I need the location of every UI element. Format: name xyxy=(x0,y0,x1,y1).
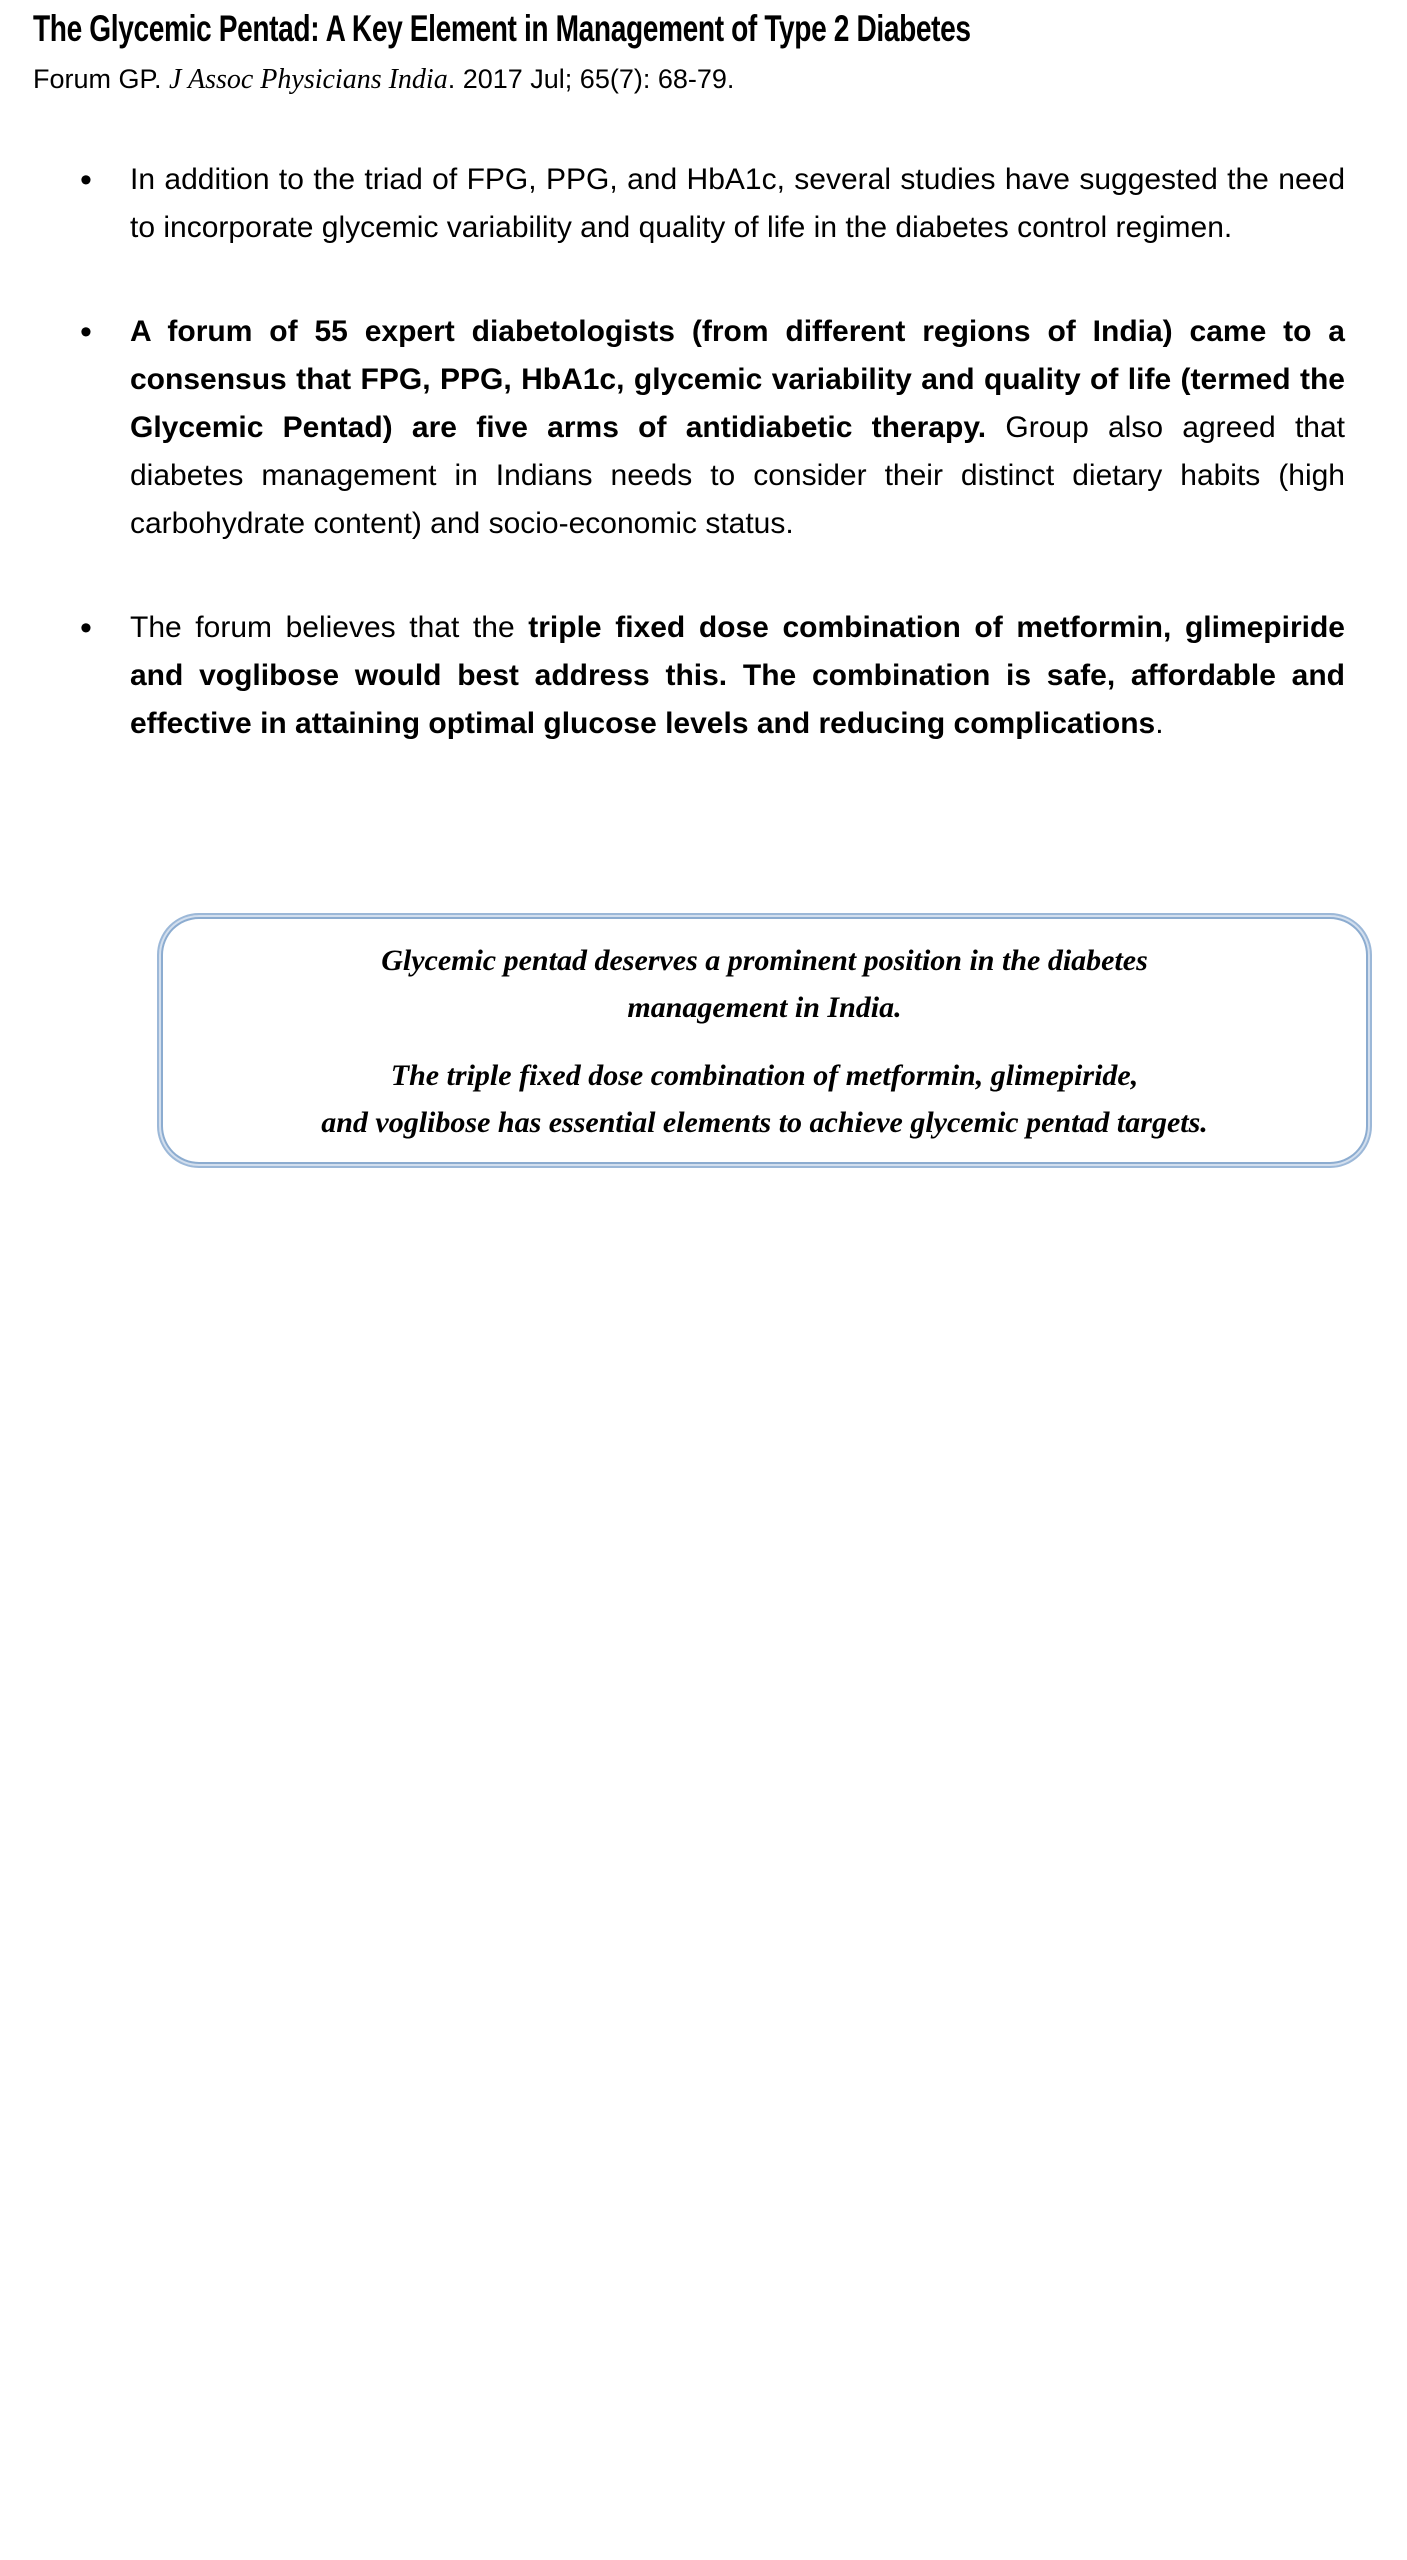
bullet-item xyxy=(80,604,1345,748)
bullet-run: . xyxy=(1155,707,1164,740)
bullet-run: In addition to the triad of FPG, PPG, and HbA1c, several studies have suggested the need to incorporate glycemic variability and quality of life in the diabetes control regimen. xyxy=(130,163,1345,244)
bullet-text xyxy=(130,156,1345,252)
bullet-list xyxy=(80,156,1345,804)
bullet-text xyxy=(130,308,1345,548)
page-title: The Glycemic Pentad: A Key Element in Management of Type 2 Diabetes xyxy=(33,8,971,49)
callout-line: Glycemic pentad deserves a prominent position in the diabetes xyxy=(381,944,1148,977)
callout-line: The triple fixed dose combination of metformin, glimepiride, xyxy=(390,1059,1139,1092)
callout-box xyxy=(157,913,1372,1168)
bullet-text xyxy=(130,604,1345,748)
bullet-item xyxy=(80,308,1345,548)
bullet-marker: • xyxy=(80,161,92,199)
bullet-item xyxy=(80,156,1345,252)
bullet-run: Group also agreed that diabetes management in Indians needs to consider their distinct dietary habits (high carbohydrate content) and socio-economic status. xyxy=(130,411,1345,540)
bullet-run-bold: A forum of 55 expert diabetologists (from different regions of India) came to a consensus that FPG, PPG, HbA1c, glycemic variability and quality of life (termed the Glycemic Pentad) are five arms of antidiabetic therapy. xyxy=(130,315,1345,444)
callout-line: management in India. xyxy=(627,991,902,1024)
bullet-marker: • xyxy=(80,313,92,351)
citation-authors: Forum GP. xyxy=(33,64,170,94)
citation-journal: J Assoc Physicians India xyxy=(169,64,448,95)
callout-line: and voglibose has essential elements to achieve glycemic pentad targets. xyxy=(321,1106,1208,1139)
bullet-run-bold: triple fixed dose combination of metformin, glimepiride and voglibose would best address this. The combination is safe, affordable and effective in attaining optimal glucose levels and reducing complications xyxy=(130,611,1345,740)
citation-details: . 2017 Jul; 65(7): 68-79. xyxy=(447,64,735,94)
citation xyxy=(33,64,734,96)
bullet-marker: • xyxy=(80,609,92,647)
callout-paragraph xyxy=(159,937,1370,1031)
callout-paragraph xyxy=(159,1052,1370,1146)
bullet-run: The forum believes that the xyxy=(130,611,529,644)
